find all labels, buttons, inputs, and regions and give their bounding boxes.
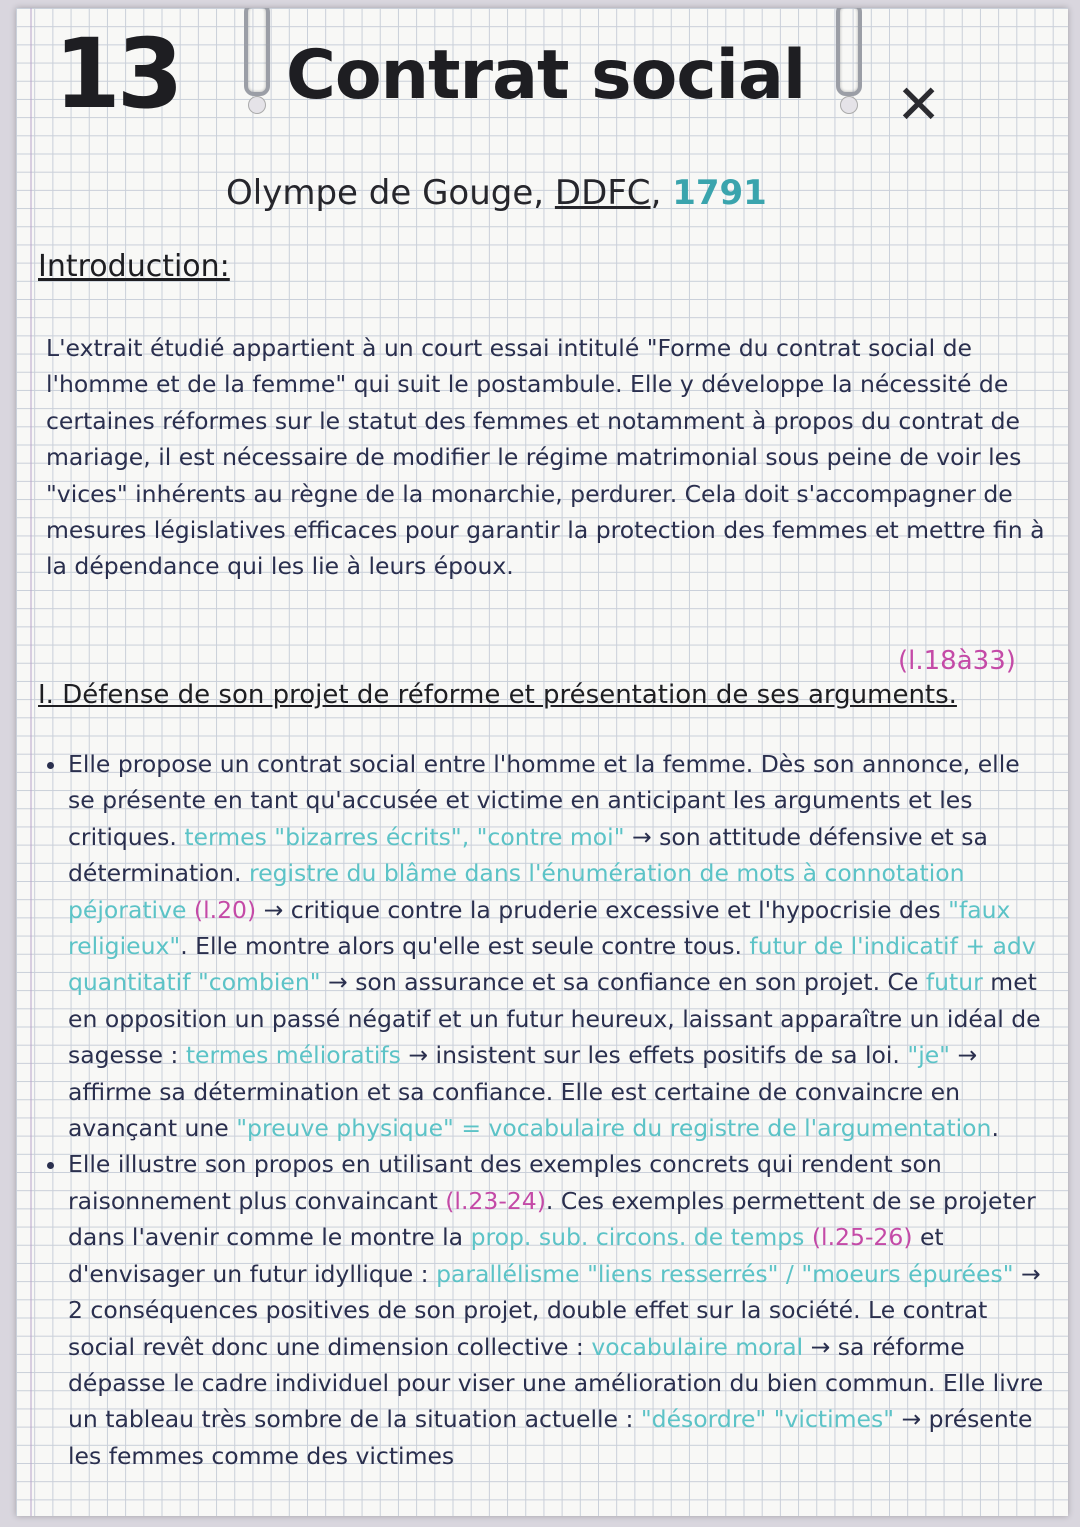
punch-hole-right	[840, 96, 858, 114]
text-run: → son attitude défensive et sa détermination.	[68, 822, 988, 888]
subtitle	[226, 173, 767, 213]
cross-mark-icon: ✕	[896, 73, 942, 136]
text-run: → son assurance et sa confiance en son projet. Ce	[320, 968, 926, 997]
notebook-page	[16, 8, 1068, 1516]
annotation-run: "faux religieux"	[68, 895, 1011, 961]
text-run: . Elle montre alors qu'elle est seule contre tous.	[180, 932, 750, 961]
annotation-run: registre du blâme dans l'énumération de mots à connotation péjorative	[68, 859, 965, 924]
text-run: → affirme sa détermination et sa confiance. Elle est certaine de convaincre en avançant une	[68, 1041, 978, 1143]
text-run: .	[991, 1114, 999, 1143]
introduction-text: L'extrait étudié appartient à un court essai intitulé "Forme du contrat social de l'homme et de la femme" qui suit le postambule. Elle y développe la nécessité de certaines réformes sur le statut des femmes et notamment à propos du contrat de mariage, il est nécessaire de modifier le régime matrimonial sous peine de voir les "vices" inhérents au règne de la monarchie, perdurer. Cela doit s'accompagner de mesures législatives efficaces pour garantir la protection des femmes et mettre fin à la dépendance qui les lie à leurs époux.	[46, 334, 1045, 581]
annotation-run: termes "bizarres écrits", "contre moi"	[184, 822, 625, 851]
section-heading: I. Défense de son projet de réforme et présentation de ses arguments.	[38, 680, 957, 710]
chapter-number: 13	[54, 18, 180, 130]
annotation-run: (l.23-24)	[445, 1186, 546, 1215]
punch-hole-left	[248, 96, 266, 114]
text-run: → présente les femmes comme des victimes	[68, 1405, 1033, 1470]
bullet-item-1	[68, 746, 1046, 1146]
binder-ring-left	[244, 8, 270, 96]
annotation-run: parallélisme "liens resserrés" / "moeurs épurées"	[436, 1259, 1014, 1288]
annotation-run: (l.20)	[186, 895, 257, 924]
subtitle-author: Olympe de Gouge,	[226, 173, 555, 213]
annotation-run: futur de l'indicatif + adv quantitatif "combien"	[68, 932, 1036, 997]
subtitle-separator: ,	[650, 173, 673, 213]
annotation-run: "désordre" "victimes"	[640, 1405, 895, 1434]
bullet-item-2	[68, 1146, 1046, 1474]
annotation-run: vocabulaire moral	[591, 1332, 804, 1361]
text-run: Elle propose un contrat social entre l'homme et la femme. Dès son annonce, elle se présente en tant qu'accusée et victime en anticipant les arguments et les critiques.	[68, 750, 1020, 851]
annotation-run: futur	[925, 968, 983, 997]
text-run: → insistent sur les effets positifs de sa loi.	[400, 1041, 908, 1070]
annotation-run: (l.25-26)	[804, 1223, 913, 1252]
subtitle-work: DDFC	[554, 173, 651, 213]
margin-line	[30, 8, 32, 1516]
text-run: . Ces exemples permettent de se projeter dans l'avenir comme le montre la	[68, 1186, 1036, 1252]
text-run: Elle illustre son propos en utilisant des exemples concrets qui rendent son raisonnement plus convaincant	[68, 1150, 942, 1215]
binder-ring-right	[836, 8, 862, 96]
annotation-run: "je"	[907, 1041, 950, 1070]
page-title: Contrat social	[286, 36, 806, 115]
text-run: → 2 conséquences positives de son projet, double effet sur la société. Le contrat social revêt donc une dimension collective :	[68, 1259, 1041, 1361]
bullet-list	[46, 746, 1046, 1474]
annotation-run: "preuve physique" = vocabulaire du registre de l'argumentation	[236, 1114, 992, 1143]
text-run: met en opposition un passé négatif et un futur heureux, laissant apparaître un idéal de sagesse :	[68, 968, 1041, 1070]
introduction-heading: Introduction:	[38, 249, 230, 284]
line-reference: (l.18à33)	[898, 646, 1016, 676]
text-run: et d'envisager un futur idyllique :	[68, 1223, 944, 1288]
annotation-run: termes mélioratifs	[185, 1041, 401, 1070]
text-run: → critique contre la pruderie excessive et l'hypocrisie des	[256, 895, 949, 924]
annotation-run: prop. sub. circons. de temps	[470, 1223, 805, 1252]
text-run: → sa réforme dépasse le cadre individuel pour viser une amélioration du bien commun. Elle livre un tableau très sombre de la situation actuelle :	[68, 1332, 1044, 1434]
subtitle-year: 1791	[672, 173, 767, 213]
